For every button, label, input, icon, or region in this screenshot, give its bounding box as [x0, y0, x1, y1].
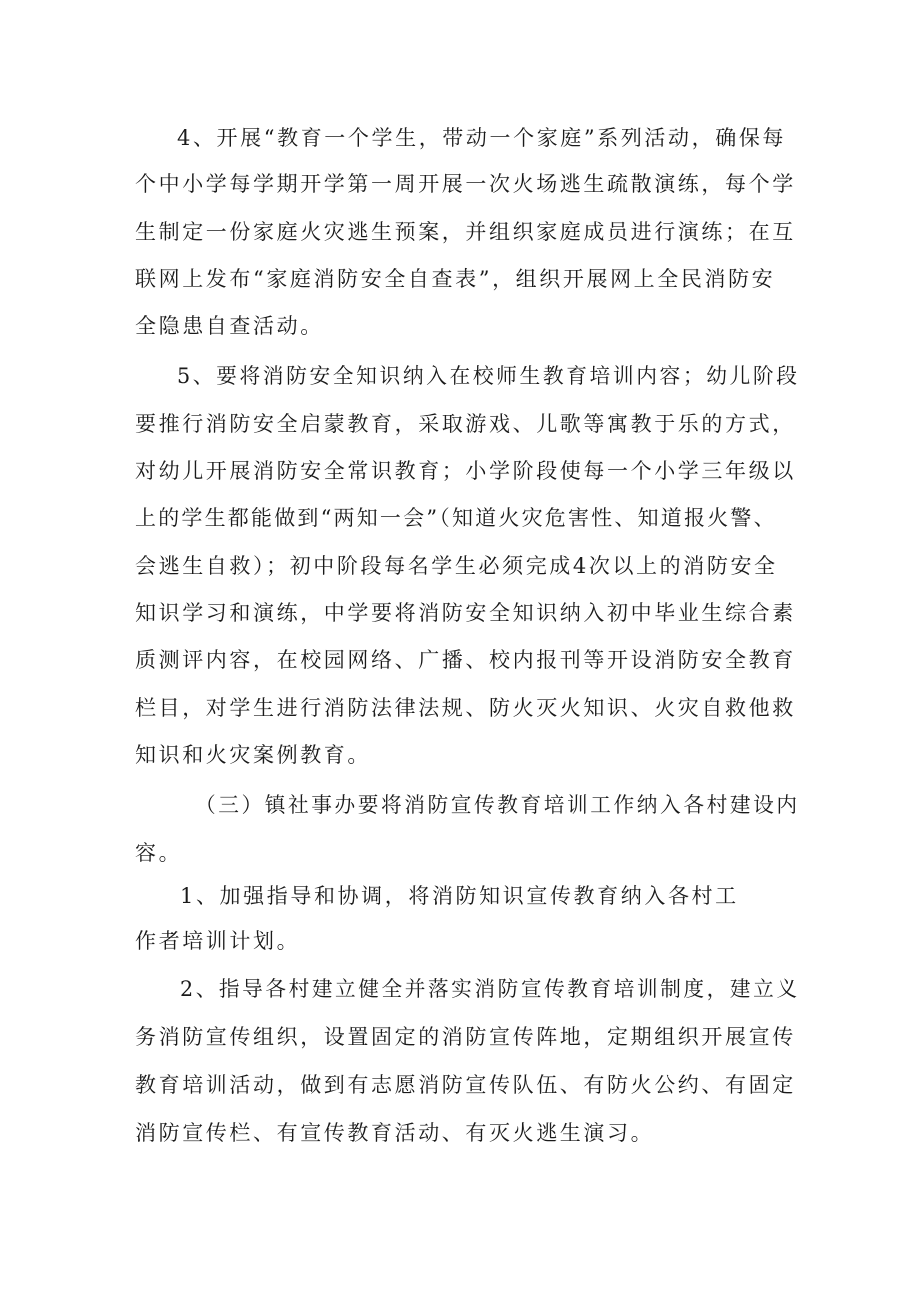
section-3-line-2: 容。: [135, 841, 183, 865]
section-3-line-1: （三）镇社事办要将消防宣传教育培训工作纳入各村建设内: [195, 793, 800, 817]
paragraph-5-line-6: 知识学习和演练，中学要将消防安全知识纳入初中毕业生综合素: [135, 601, 796, 625]
paragraph-4-line-1: 4、开展“教育一个学生，带动一个家庭”系列活动，确保每: [177, 126, 787, 150]
sub-1-line-1: 1、加强指导和协调，将消防知识宣传教育纳入各村工: [180, 884, 739, 908]
paragraph-5-line-9: 知识和火灾案例教育。: [135, 743, 371, 767]
sub-2-line-1: 2、指导各村建立健全并落实消防宣传教育培训制度，建立义: [180, 977, 800, 1001]
paragraph-5-line-4: 上的学生都能做到“两知一会”（知道火灾危害性、知道报火警、: [135, 506, 777, 530]
paragraph-4-line-5: 全隐患自查活动。: [135, 314, 324, 338]
sub-1-line-2: 作者培训计划。: [135, 929, 301, 953]
sub-2-line-2: 务消防宣传组织，设置固定的消防宣传阵地，定期组织开展宣传: [135, 1025, 796, 1049]
sub-2-line-3: 教育培训活动，做到有志愿消防宣传队伍、有防火公约、有固定: [135, 1073, 796, 1097]
paragraph-5-line-3: 对幼儿开展消防安全常识教育；小学阶段使每一个小学三年级以: [135, 459, 796, 483]
paragraph-4-line-2: 个中小学每学期开学第一周开展一次火场逃生疏散演练，每个学: [135, 172, 796, 196]
paragraph-4-line-3: 生制定一份家庭火灾逃生预案，并组织家庭成员进行演练；在互: [135, 220, 796, 244]
paragraph-4-line-4: 联网上发布“家庭消防安全自查表”，组织开展网上全民消防安: [135, 267, 776, 291]
paragraph-5-line-2: 要推行消防安全启蒙教育，采取游戏、儿歌等寓教于乐的方式，: [135, 412, 796, 436]
paragraph-5-line-7: 质测评内容，在校园网络、广播、校内报刊等开设消防安全教育: [135, 648, 796, 672]
sub-2-line-4: 消防宣传栏、有宣传教育活动、有灭火逃生演习。: [135, 1121, 655, 1145]
paragraph-5-line-1: 5、要将消防安全知识纳入在校师生教育培训内容；幼儿阶段: [177, 364, 800, 388]
paragraph-5-line-5: 会逃生自救）；初中阶段每名学生必须完成4次以上的消防安全: [135, 554, 778, 578]
paragraph-5-line-8: 栏目，对学生进行消防法律法规、防火灭火知识、火灾自救他救: [135, 696, 796, 720]
